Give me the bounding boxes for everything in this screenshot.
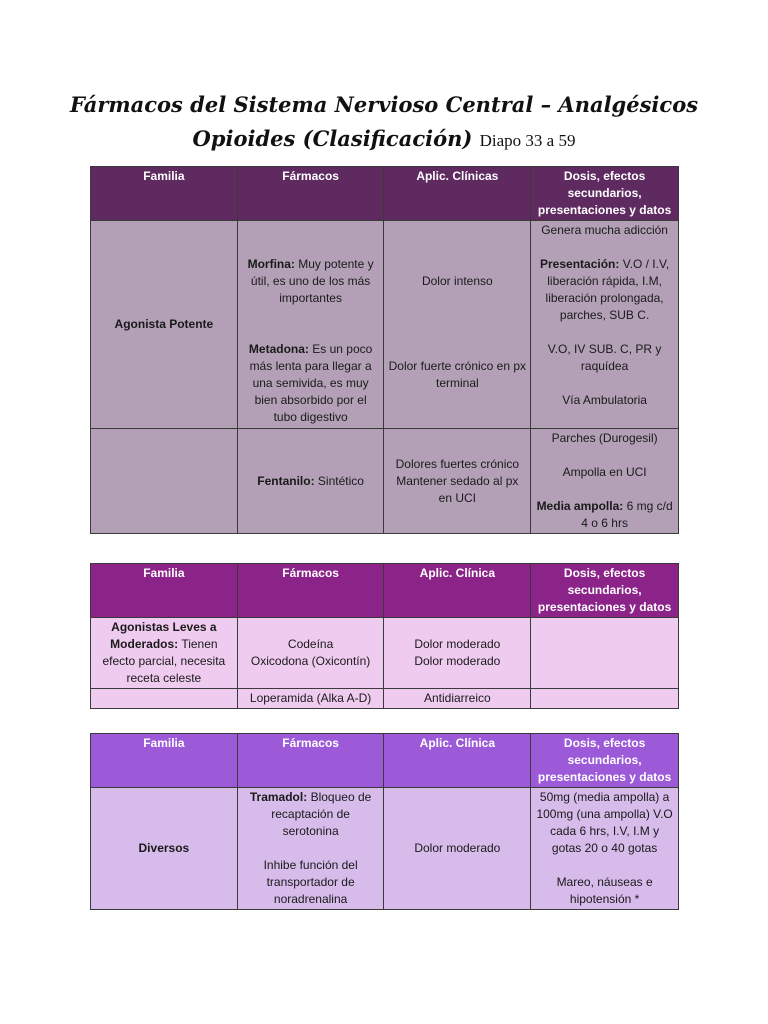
fentanilo-dosis-2: Ampolla en UCI: [562, 465, 647, 479]
aplic-cell: Dolor moderado: [384, 788, 531, 910]
header-farmacos: Fármacos: [237, 564, 384, 618]
table-header-row: [91, 564, 679, 618]
farmaco-loperamida: Loperamida (Alka A-D): [237, 689, 384, 709]
familia-cell-empty: [91, 689, 238, 709]
dosis-cell: [531, 788, 679, 910]
fentanilo-cell: [237, 429, 384, 534]
media-ampolla-label: Media ampolla:: [536, 499, 624, 513]
table-row: [91, 689, 679, 709]
metadona-desc: Es un poco más lenta para llegar a una semivida, es muy bien absorbido por el tubo digestivo: [249, 342, 373, 424]
aplic-oxicodona: Dolor moderado: [414, 654, 501, 668]
dosis-cell: [531, 221, 679, 429]
farmacos-cell: [237, 618, 384, 689]
header-farmacos: Fármacos: [237, 734, 384, 788]
familia-cell: [91, 618, 238, 689]
title-slide-range: Diapo 33 a 59: [479, 131, 576, 150]
tramadol-desc: Bloqueo de recaptación de serotonina: [271, 790, 372, 838]
familia-cell: [91, 788, 238, 910]
fentanilo-dosis-1: Parches (Durogesil): [551, 431, 658, 445]
morfina-desc: Muy potente y útil, es uno de los más importantes: [250, 257, 374, 305]
tramadol-name: Tramadol:: [249, 790, 308, 804]
familia-bold: Agonistas Leves a Moderados:: [110, 620, 217, 651]
aplic-cell: [384, 618, 531, 689]
header-dosis: Dosis, efectos secundarios, presentaciones y datos: [531, 564, 679, 618]
familia-cell-empty: [91, 429, 238, 534]
dosis-adiccion: Genera mucha adicción: [541, 223, 668, 237]
header-aplic: Aplic. Clínicas: [384, 167, 531, 221]
metadona-dosis-2: Vía Ambulatoria: [562, 393, 647, 407]
farmacos-cell: [237, 788, 384, 910]
header-familia: Familia: [91, 734, 238, 788]
metadona-aplic: Dolor fuerte crónico en px terminal: [388, 359, 527, 390]
dosis-1: 50mg (media ampolla) a 100mg (una ampolla) V.O cada 6 hrs, I.V, I.M y gotas 20 o 40 gotas: [536, 790, 673, 855]
table-agonistas-leves: [90, 563, 679, 709]
table-diversos: [90, 733, 679, 910]
table-row: [91, 221, 679, 429]
header-dosis: Dosis, efectos secundarios, presentaciones y datos: [531, 167, 679, 221]
familia-cell: [91, 221, 238, 429]
morfina-entry: [242, 256, 380, 307]
fentanilo-name: Fentanilo:: [257, 473, 315, 488]
metadona-dosis-1: V.O, IV SUB. C, PR y raquídea: [547, 342, 662, 373]
page-title: [0, 88, 768, 158]
fentanilo-aplic: Dolores fuertes crónico Mantener sedado al px en UCI: [384, 429, 531, 534]
aplic-codeina: Dolor moderado: [414, 637, 501, 651]
tramadol-entry: [242, 789, 380, 840]
title-line-2: [0, 122, 768, 158]
table-row: [91, 788, 679, 910]
farmaco-oxicodona: Oxicodona (Oxicontín): [250, 654, 371, 668]
title-line-1: Fármacos del Sistema Nervioso Central – Analgésicos: [69, 92, 699, 117]
dosis-cell-empty: [531, 618, 679, 689]
familia-text: Tienen efecto parcial, necesita receta celeste: [102, 637, 226, 685]
aplic-loperamida: Antidiarreico: [384, 689, 531, 709]
morfina-name: Morfina:: [247, 257, 295, 271]
metadona-name: Metadona:: [248, 342, 309, 356]
media-ampolla-entry: [535, 498, 674, 532]
presentacion-entry: [535, 256, 674, 324]
table-header-row: [91, 167, 679, 221]
farmaco-codeina: Codeína: [287, 637, 334, 651]
header-aplic: Aplic. Clínica: [384, 734, 531, 788]
familia-label: Agonista Potente: [114, 317, 214, 331]
tramadol-desc-2: Inhibe función del transportador de noradrenalina: [263, 858, 358, 906]
title-line-2-main: Opioides (Clasificación): [192, 126, 473, 151]
farmacos-cell: [237, 221, 384, 429]
header-familia: Familia: [91, 564, 238, 618]
dosis-2: Mareo, náuseas e hipotensión *: [556, 875, 653, 906]
table-row: [91, 618, 679, 689]
fentanilo-desc: Sintético: [317, 473, 364, 488]
aplic-cell: [384, 221, 531, 429]
familia-label: Diversos: [138, 841, 190, 855]
media-ampolla-text: 6 mg c/d 4 o 6 hrs: [581, 499, 673, 530]
header-familia: Familia: [91, 167, 238, 221]
fentanilo-dosis-cell: [531, 429, 679, 534]
header-farmacos: Fármacos: [237, 167, 384, 221]
table-header-row: [91, 734, 679, 788]
table-agonista-potente: [90, 166, 679, 534]
morfina-aplic: Dolor intenso: [421, 274, 493, 288]
header-dosis: Dosis, efectos secundarios, presentaciones y datos: [531, 734, 679, 788]
header-aplic: Aplic. Clínica: [384, 564, 531, 618]
presentacion-text: V.O / I.V, liberación rápida, I.M, liberación prolongada, parches, SUB C.: [545, 257, 670, 322]
dosis-cell-empty: [531, 689, 679, 709]
metadona-entry: [242, 341, 380, 426]
table-row: [91, 429, 679, 534]
presentacion-label: Presentación:: [540, 257, 620, 271]
